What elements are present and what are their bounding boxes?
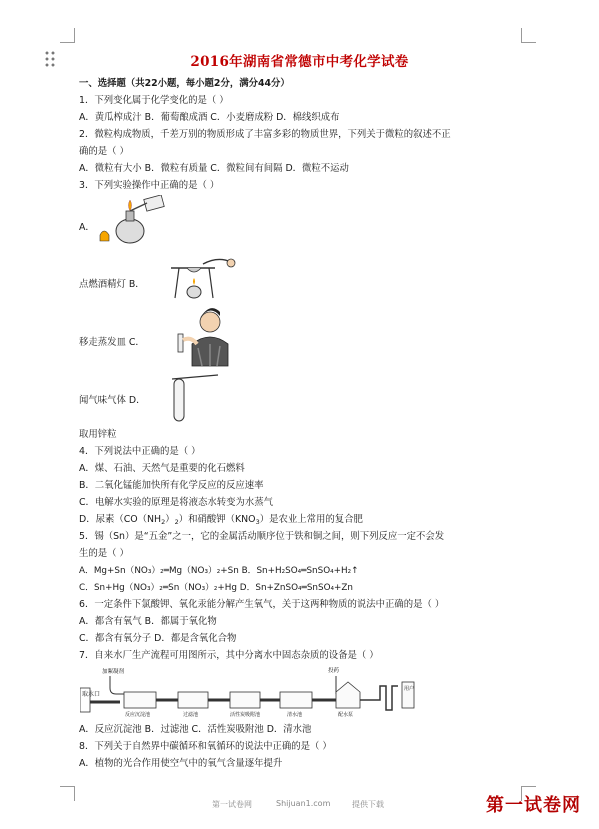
- alcohol-lamp-image: [95, 195, 175, 250]
- option-caption: 点燃酒精灯 B．: [79, 279, 145, 290]
- question-line: 8．下列关于自然界中碳循环和氧循环的说法中正确的是（ ）: [79, 741, 332, 752]
- diagram-label: 用户: [404, 686, 415, 692]
- question-line: 2．微粒构成物质，千差万别的物质形成了丰富多彩的物质世界，下列关于微粒的叙述不正: [79, 129, 451, 140]
- footer-download-text: 提供下载: [352, 800, 384, 809]
- crop-mark-bottom-left: [60, 786, 75, 801]
- section-heading: 一、选择题（共22小题，每小题2分，满分44分）: [79, 78, 290, 89]
- diagram-label: 活性炭吸附池: [230, 712, 261, 718]
- question-line: 确的是（ ）: [79, 146, 129, 157]
- crop-mark-top-left: [60, 28, 75, 43]
- option-caption: 移走蒸发皿 C．: [79, 337, 145, 348]
- question-line: 3．下列实验操作中正确的是（ ）: [79, 180, 220, 191]
- crop-mark-top-right: [521, 28, 536, 43]
- question-line: 1．下列变化属于化学变化的是（ ）: [79, 95, 229, 106]
- option-caption: 闻气味气体 D．: [79, 395, 146, 406]
- diagram-label: 配水泵: [338, 712, 354, 718]
- question-line: B．二氧化锰能加快所有化学反应的反应速率: [79, 480, 264, 491]
- question-line: A．反应沉淀池 B．过滤池 C．活性炭吸附池 D．清水池: [79, 724, 312, 735]
- water-treatment-diagram: [80, 664, 425, 720]
- diagram-label: 清水池: [287, 712, 303, 718]
- footer-url[interactable]: Shijuan1.com: [276, 799, 331, 808]
- question-line: C．Sn+Hg（NO₃）₂═Sn（NO₃）₂+Hg D．Sn+ZnSO₄═SnSO₄+Zn: [79, 583, 353, 593]
- diagram-label: 反应沉淀池: [125, 712, 151, 718]
- question-line: C．都含有氧分子 D．都是含氧化合物: [79, 633, 237, 644]
- diagram-label: 取水口: [82, 691, 101, 698]
- question-line: D．尿素$(CO(NH_2)_2)$和硝酸钾$(KNO_3)$是农业上常用的复合肥: [79, 514, 363, 526]
- option-caption: 取用锌粒: [79, 429, 117, 440]
- evaporating-dish-image: [165, 258, 240, 303]
- option-label: A．: [79, 222, 95, 233]
- question-line: A．煤、石油、天然气是重要的化石燃料: [79, 463, 245, 474]
- question-line: A．黄瓜榨成汁 B．葡萄酿成酒 C．小麦磨成粉 D．棉线织成布: [79, 112, 340, 123]
- question-line: C．电解水实验的原理是将液态水转变为水蒸气: [79, 497, 274, 508]
- question-line: 生的是（ ）: [79, 548, 129, 559]
- question-line: 6．一定条件下氯酸钾、氧化汞能分解产生氧气，关于这两种物质的说法中正确的是（ ）: [79, 599, 445, 610]
- test-tube-image: [168, 373, 223, 425]
- question-line: A．都含有氧气 B．都属于氧化物: [79, 616, 217, 627]
- diagram-label: 过滤池: [183, 712, 199, 718]
- diagram-label: 加絮凝剂: [102, 669, 125, 675]
- watermark-logo: 第一试卷网: [486, 795, 581, 816]
- footer-site-name: 第一试卷网: [212, 800, 252, 809]
- question-line: 5．锡（Sn）是“五金”之一，它的金属活动顺序位于铁和铜之间，则下列反应一定不会发: [79, 531, 445, 542]
- question-line: A．植物的光合作用使空气中的氧气含量逐年提升: [79, 758, 283, 769]
- question-line: 4．下列说法中正确的是（ ）: [79, 446, 201, 457]
- smelling-gas-image: [170, 308, 240, 368]
- page-title: 2016年湖南省常德市中考化学试卷: [190, 54, 409, 70]
- question-line: A．Mg+Sn（NO₃）₂═Mg（NO₃）₂+Sn B．Sn+H₂SO₄═SnSO₄+H₂↑: [79, 566, 359, 576]
- question-line: A．微粒有大小 B．微粒有质量 C．微粒间有间隔 D．微粒不运动: [79, 163, 349, 174]
- question-line: 7．自来水厂生产流程可用图所示，其中分离水中固态杂质的设备是（ ）: [79, 650, 379, 661]
- diagram-label: 投药: [328, 668, 340, 674]
